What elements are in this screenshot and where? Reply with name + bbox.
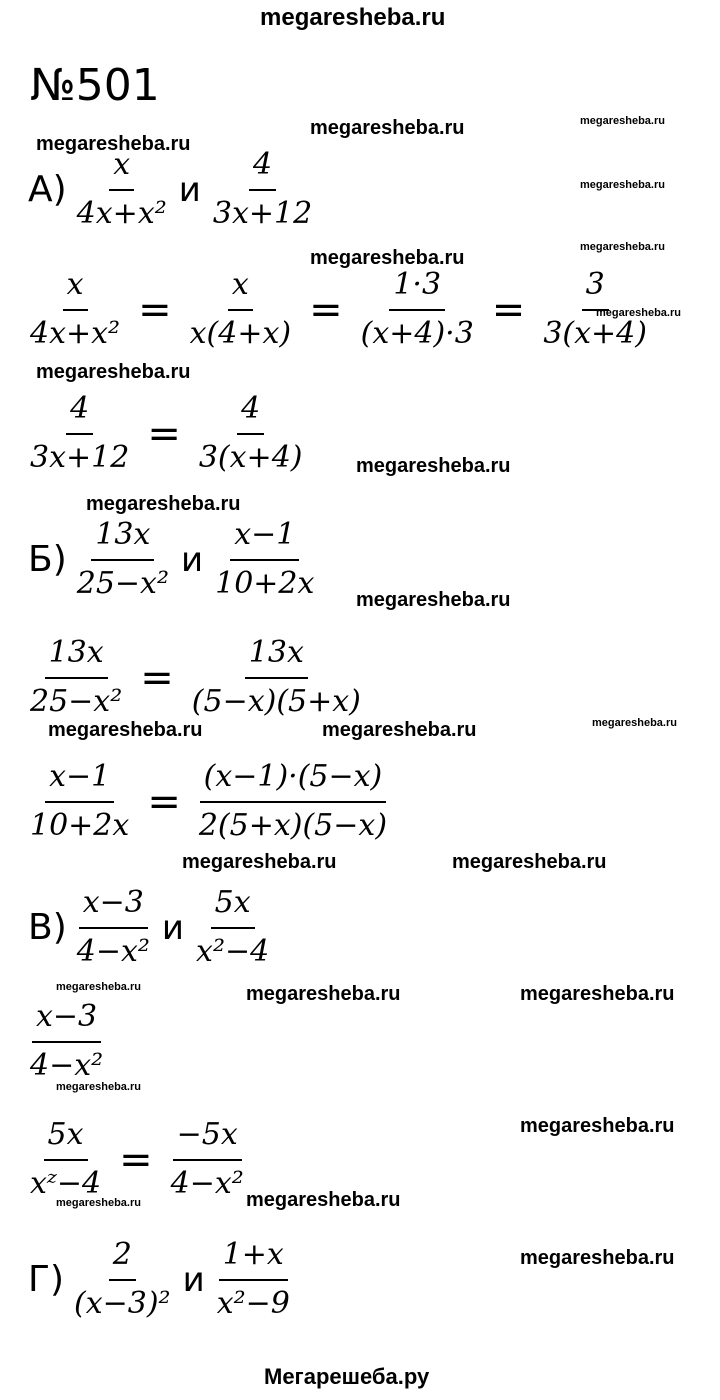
fraction <box>213 1238 294 1321</box>
conjunction: и <box>161 907 185 948</box>
equals-sign: = <box>309 286 343 333</box>
fraction <box>26 268 124 351</box>
numerator: 3 <box>582 268 609 311</box>
fraction <box>70 1238 175 1321</box>
fraction <box>188 636 365 719</box>
numerator: x <box>63 268 88 311</box>
watermark: megaresheba.ru <box>356 455 511 477</box>
denominator: 4−x² <box>30 1047 104 1083</box>
part-a-statement <box>28 148 316 231</box>
conjunction: и <box>178 169 201 210</box>
fraction <box>211 518 318 601</box>
denominator: x²−9 <box>216 1285 290 1321</box>
numerator: 4 <box>249 148 276 191</box>
denominator: 25−x² <box>76 565 170 601</box>
fraction <box>26 1118 105 1201</box>
numerator: 13x <box>91 518 154 561</box>
denominator: 4x+x² <box>30 315 121 351</box>
denominator: 10+2x <box>30 807 130 843</box>
fraction <box>357 268 478 351</box>
fraction <box>26 636 126 719</box>
watermark: megaresheba.ru <box>56 981 141 993</box>
denominator: 3(x+4) <box>198 439 303 475</box>
watermark: megaresheba.ru <box>356 589 511 611</box>
numerator: x <box>228 268 253 311</box>
numerator: x−1 <box>230 518 299 561</box>
part-g-label: Г) <box>28 1259 64 1300</box>
fraction <box>186 268 295 351</box>
denominator: 4−x² <box>76 933 150 969</box>
part-a-label: А) <box>28 169 67 210</box>
watermark: megaresheba.ru <box>596 307 681 319</box>
equals-sign: = <box>119 1136 153 1183</box>
part-b-step-2 <box>26 760 391 843</box>
watermark: megaresheba.ru <box>36 133 191 155</box>
fraction <box>26 760 133 843</box>
denominator: 25−x² <box>30 683 123 719</box>
watermark: megaresheba.ru <box>452 851 607 873</box>
watermark: megaresheba.ru <box>246 1189 401 1211</box>
numerator: (x−1)·(5−x) <box>200 760 387 803</box>
numerator: 4 <box>66 392 93 435</box>
site-watermark-top: megaresheba.ru <box>260 4 446 31</box>
watermark: megaresheba.ru <box>580 115 665 127</box>
watermark: megaresheba.ru <box>580 179 665 191</box>
part-a-step-2 <box>26 392 306 475</box>
fraction <box>167 1118 248 1201</box>
denominator: 3(x+4) <box>543 315 647 351</box>
denominator: 3x+12 <box>30 439 130 475</box>
fraction <box>539 268 651 351</box>
part-v-label: В) <box>28 907 67 948</box>
numerator: 13x <box>45 636 108 679</box>
part-v-statement <box>28 886 273 969</box>
watermark: megaresheba.ru <box>520 1247 675 1269</box>
numerator: 1·3 <box>389 268 445 311</box>
watermark: megaresheba.ru <box>36 361 191 383</box>
equals-sign: = <box>140 654 174 701</box>
problem-number: №501 <box>30 60 160 111</box>
fraction <box>209 148 316 231</box>
watermark: megaresheba.ru <box>48 719 203 741</box>
numerator: x−3 <box>79 886 148 929</box>
watermark: megaresheba.ru <box>246 983 401 1005</box>
watermark: megaresheba.ru <box>310 247 465 269</box>
denominator: xᶻ−4 <box>30 1165 102 1201</box>
part-b-step-1 <box>26 636 365 719</box>
watermark: megaresheba.ru <box>310 117 465 139</box>
watermark: megaresheba.ru <box>56 1081 141 1093</box>
denominator: (x+4)·3 <box>360 315 474 351</box>
watermark: megaresheba.ru <box>520 983 675 1005</box>
watermark: megaresheba.ru <box>592 717 677 729</box>
numerator: 13x <box>245 636 308 679</box>
numerator: x−3 <box>32 1000 101 1043</box>
denominator: 4x+x² <box>76 195 167 231</box>
fraction <box>26 1000 107 1083</box>
numerator: 5x <box>44 1118 88 1161</box>
fraction <box>192 886 273 969</box>
numerator: 1+x <box>219 1238 288 1281</box>
numerator: x <box>109 148 134 191</box>
part-a-step-1 <box>26 268 651 351</box>
fraction <box>73 886 154 969</box>
watermark: megaresheba.ru <box>56 1197 141 1209</box>
site-watermark-bottom: Мегарешеба.ру <box>264 1364 430 1389</box>
fraction <box>73 518 173 601</box>
numerator: x−1 <box>45 760 114 803</box>
watermark: megaresheba.ru <box>520 1115 675 1137</box>
fraction <box>195 760 391 843</box>
numerator: 5x <box>211 886 255 929</box>
denominator: x(4+x) <box>189 315 292 351</box>
equals-sign: = <box>491 286 526 333</box>
watermark: megaresheba.ru <box>182 851 337 873</box>
part-g-statement <box>28 1238 294 1321</box>
conjunction: и <box>181 539 204 580</box>
equals-sign: = <box>147 410 181 457</box>
denominator: 4−x² <box>170 1165 244 1201</box>
denominator: 2(5+x)(5−x) <box>198 807 388 843</box>
denominator: (x−3)² <box>74 1285 171 1321</box>
denominator: 3x+12 <box>212 195 313 231</box>
watermark: megaresheba.ru <box>580 241 665 253</box>
part-b-label: Б) <box>28 539 67 580</box>
denominator: 10+2x <box>215 565 315 601</box>
watermark: megaresheba.ru <box>322 719 477 741</box>
part-v-step-2 <box>26 1118 248 1201</box>
numerator: −5x <box>173 1118 242 1161</box>
denominator: x²−4 <box>196 933 270 969</box>
fraction <box>195 392 307 475</box>
numerator: 4 <box>237 392 264 435</box>
part-v-step-1 <box>26 1000 107 1083</box>
part-b-statement <box>28 518 318 601</box>
watermark: megaresheba.ru <box>86 493 241 515</box>
numerator: 2 <box>109 1238 136 1281</box>
fraction <box>73 148 171 231</box>
equals-sign: = <box>138 286 172 333</box>
fraction <box>26 392 133 475</box>
conjunction: и <box>182 1259 205 1300</box>
denominator: (5−x)(5+x) <box>191 683 361 719</box>
equals-sign: = <box>147 778 181 825</box>
